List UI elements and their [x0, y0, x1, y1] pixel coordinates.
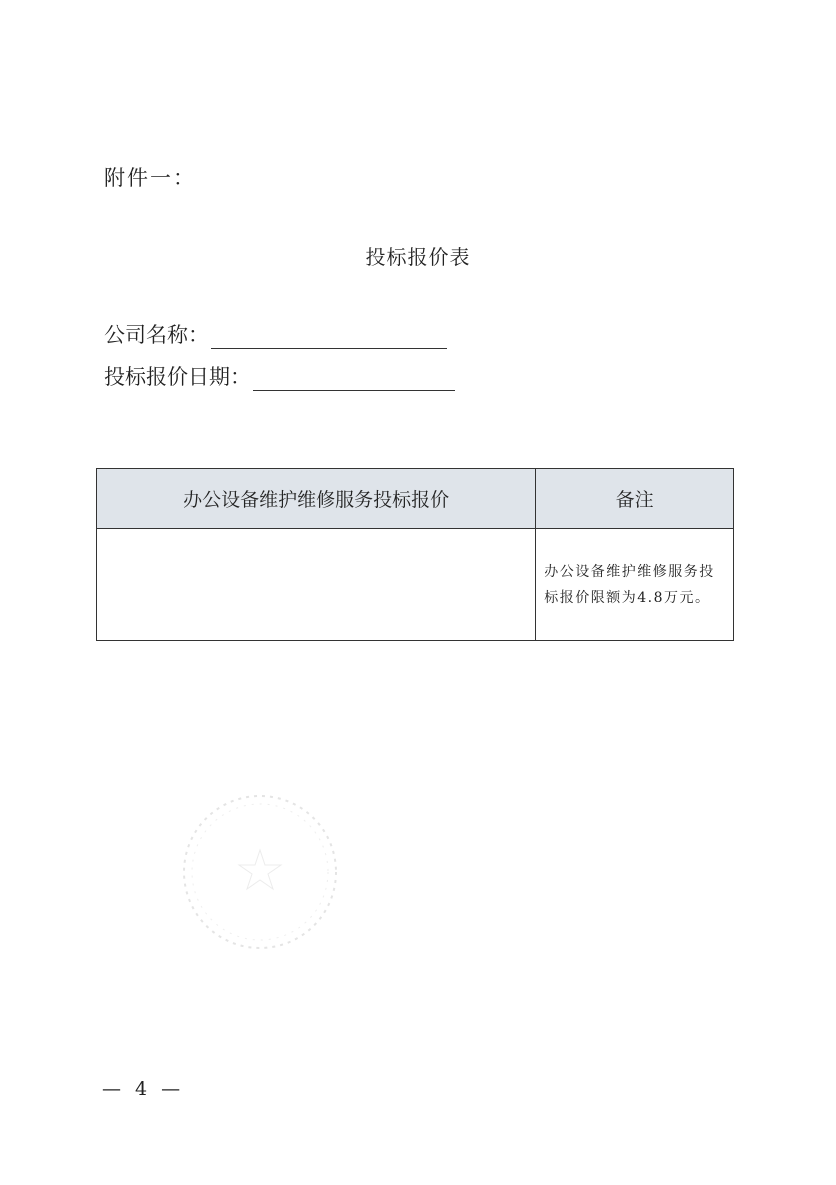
- quote-amount-cell: [97, 529, 536, 641]
- table-header-row: [97, 469, 734, 529]
- company-name-label: 公司名称：: [104, 323, 209, 347]
- header-remark: 备注: [536, 469, 734, 529]
- quote-date-label: 投标报价日期：: [104, 365, 251, 389]
- quote-table: [96, 468, 734, 641]
- quote-date-blank: [253, 368, 455, 391]
- company-name-row: [104, 319, 447, 349]
- page-number: — 4 —: [102, 1078, 185, 1100]
- remark-cell: 办公设备维护维修服务投标报价限额为4.8万元。: [536, 529, 734, 641]
- attachment-label: 附件一：: [104, 166, 196, 190]
- header-quote: 办公设备维护维修服务投标报价: [97, 469, 536, 529]
- table-row: [97, 529, 734, 641]
- document-title: 投标报价表: [365, 245, 471, 269]
- quote-date-row: [104, 361, 455, 391]
- company-name-blank: [211, 326, 447, 349]
- faint-seal-stamp: [178, 790, 342, 954]
